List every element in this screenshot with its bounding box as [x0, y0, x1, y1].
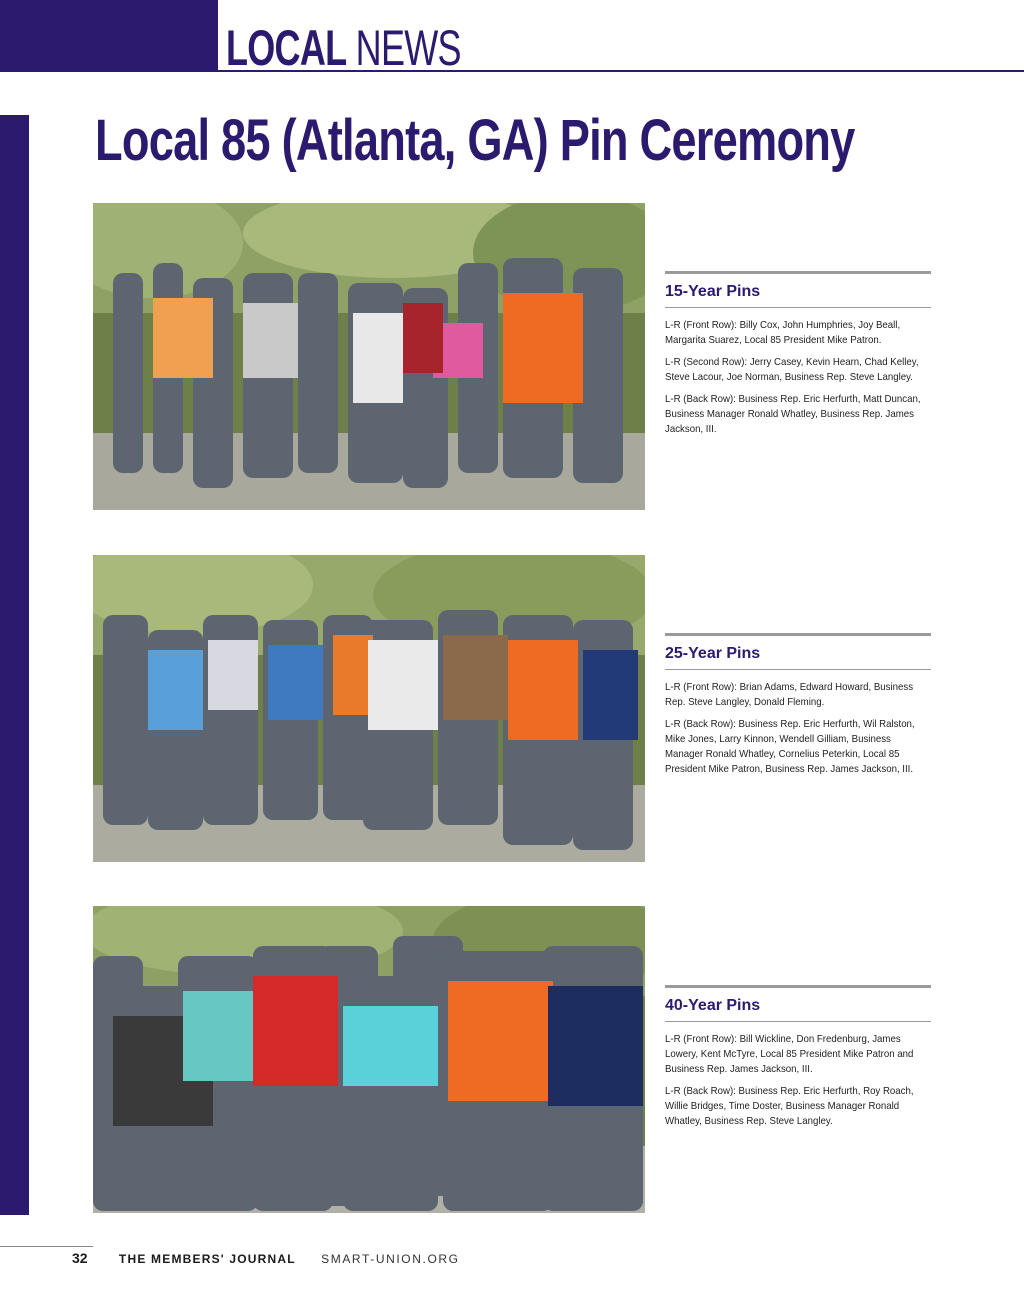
caption-rule	[665, 985, 931, 988]
caption-paragraph: L-R (Front Row): Billy Cox, John Humphries, Joy Beall, Margarita Suarez, Local 85 President Mike Patron.	[665, 319, 901, 346]
caption-rule	[665, 633, 931, 636]
side-accent-bar	[0, 115, 29, 1215]
group-photo-40-year	[93, 906, 645, 1213]
caption-25-year	[665, 633, 931, 784]
caption-rule	[665, 271, 931, 274]
caption-paragraph: L-R (Front Row): Brian Adams, Edward Howard, Business Rep. Steve Langley, Donald Fleming.	[665, 681, 914, 708]
caption-heading: 25-Year Pins	[665, 644, 931, 670]
section-label-light: NEWS	[346, 20, 461, 76]
group-photo-15-year	[93, 203, 645, 510]
page-footer	[72, 1250, 460, 1267]
website-link[interactable]: SMART-UNION.ORG	[321, 1252, 460, 1266]
caption-heading: 40-Year Pins	[665, 996, 931, 1022]
caption-paragraph: L-R (Second Row): Jerry Casey, Kevin Hearn, Chad Kelley, Steve Lacour, Joe Norman, Business Rep. Steve Langley.	[665, 356, 919, 383]
caption-40-year	[665, 985, 931, 1136]
caption-paragraph: L-R (Back Row): Business Rep. Eric Herfurth, Matt Duncan, Business Manager Ronald Whatley, Business Rep. James Jackson, III.	[665, 393, 921, 435]
caption-15-year	[665, 271, 931, 444]
header-color-block	[0, 0, 218, 72]
group-photo-25-year	[93, 555, 645, 862]
caption-paragraph: L-R (Back Row): Business Rep. Eric Herfurth, Roy Roach, Willie Bridges, Time Doster, Business Manager Ronald Whatley, Business Rep. Steve Langley.	[665, 1085, 914, 1127]
section-label	[226, 20, 461, 76]
page-number: 32	[72, 1250, 88, 1266]
article-title: Local 85 (Atlanta, GA) Pin Ceremony	[95, 108, 855, 173]
publication-name: THE MEMBERS' JOURNAL	[118, 1252, 296, 1266]
caption-paragraph: L-R (Back Row): Business Rep. Eric Herfurth, Wil Ralston, Mike Jones, Larry Kinnon, Wendell Gilliam, Business Manager Ronald Whatley, Cornelius Peterkin, Local 85 President Mike Patron, Business Rep. James Jackson, III.	[665, 718, 915, 775]
section-label-bold: LOCAL	[226, 20, 347, 76]
footer-rule	[0, 1246, 93, 1247]
caption-paragraph: L-R (Front Row): Bill Wickline, Don Fredenburg, James Lowery, Kent McTyre, Local 85 President Mike Patron and Business Rep. James Jackson, III.	[665, 1033, 914, 1075]
caption-heading: 15-Year Pins	[665, 282, 931, 308]
